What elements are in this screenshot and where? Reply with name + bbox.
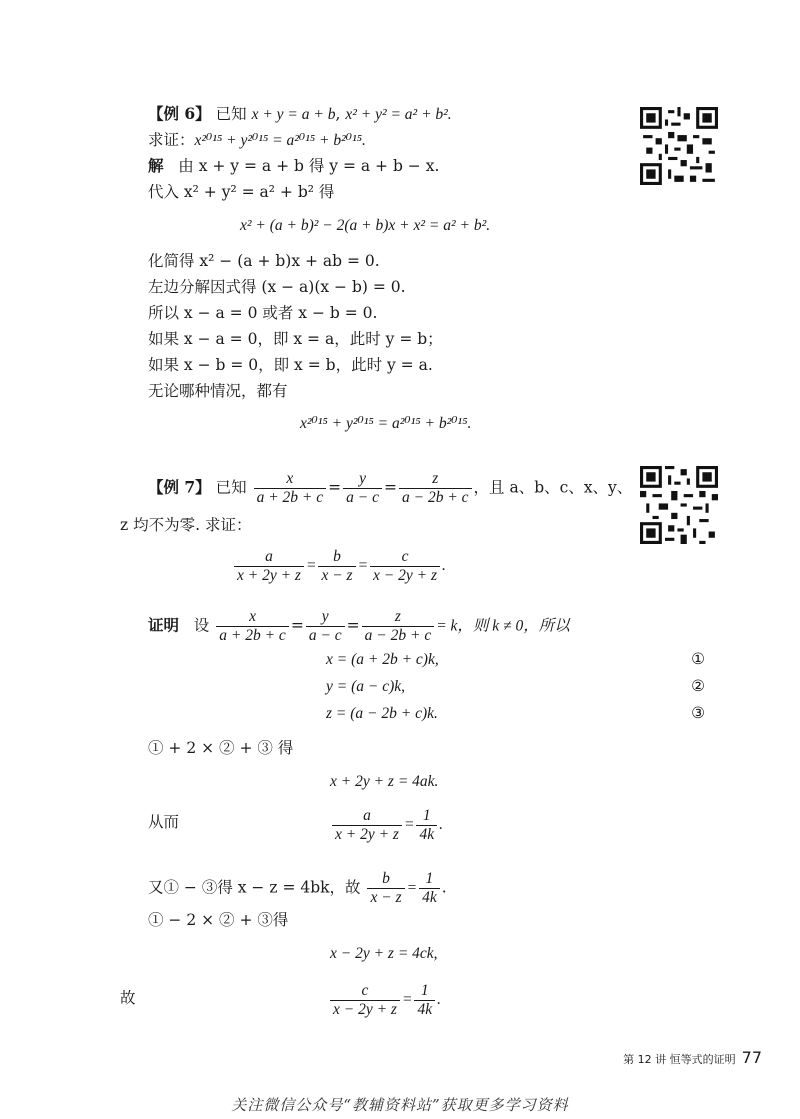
ex7-combination1: ① + 2 × ② + ③ 得 bbox=[148, 739, 294, 757]
ex7-proof-set: 设 bbox=[193, 616, 210, 635]
ex6-solution-line2: 代入 x² + y² = a² + b² 得 bbox=[148, 183, 335, 201]
ex7-hence-label: 故 bbox=[120, 989, 136, 1007]
ex7-result3: x − 2y + z = 4ck, bbox=[330, 945, 438, 962]
ex7-prove-fraction-a: $\frac{a}{x + 2y + z}$ bbox=[234, 548, 304, 585]
lecture-title: 第 12 讲 恒等式的证明 bbox=[623, 1053, 736, 1066]
ex7-eq1: x = (a + 2b + c)k, bbox=[326, 651, 439, 668]
page-footer bbox=[623, 1048, 762, 1067]
ex7-eq2: y = (a − c)k, bbox=[326, 678, 406, 695]
promo-text: 关注微信公众号“教辅资料站”获取更多学习资料 bbox=[231, 1096, 569, 1114]
qr-code-icon bbox=[640, 107, 718, 185]
ex7-fraction-x: $\frac{x}{a + 2b + c}$ bbox=[254, 470, 327, 507]
ex7-combination3: ① − 2 × ② + ③得 bbox=[148, 911, 289, 929]
qr-code-icon bbox=[640, 466, 718, 544]
ex6-line8: 无论哪种情况，都有 bbox=[148, 382, 288, 400]
ex6-prove-label: 求证： bbox=[148, 131, 195, 149]
ex7-label: 【例 7】 bbox=[148, 477, 211, 497]
ex7-comb2-fraction-b: $\frac{b}{x - z}$ bbox=[367, 870, 404, 907]
ex6-given-text: 已知 bbox=[215, 105, 247, 123]
ex7-combination2-line: 又① − ③得 x − z = 4bk，故 $\frac{b}{x - z}$ = $\frac{1}{4k}$ . bbox=[148, 870, 447, 906]
ex7-thus-fraction-a: $\frac{a}{x + 2y + z}$ bbox=[332, 807, 402, 844]
ex6-prove-line bbox=[148, 130, 366, 151]
eq-tag-3: ③ bbox=[691, 704, 705, 722]
ex6-solution-label: 解 bbox=[148, 156, 164, 175]
ex7-thus-fraction-1: $\frac{1}{4k}$ bbox=[416, 807, 437, 844]
ex7-eq3: z = (a − 2b + c)k. bbox=[326, 705, 438, 722]
ex6-line7: 如果 x − b = 0，即 x = b，此时 y = a. bbox=[148, 356, 433, 374]
ex7-hence-fraction-c: $\frac{c}{x - 2y + z}$ bbox=[330, 982, 400, 1019]
ex7-proof-tail: = k，则 k ≠ 0，所以 bbox=[436, 617, 570, 635]
ex7-proof-fraction-y: $\frac{y}{a - c}$ bbox=[306, 608, 345, 645]
eq-tag-1: ① bbox=[691, 650, 705, 668]
ex6-solution-line1 bbox=[148, 156, 439, 176]
ex7-result1: x + 2y + z = 4ak. bbox=[330, 773, 439, 790]
ex7-fraction-y: $\frac{y}{a - c}$ bbox=[343, 470, 382, 507]
ex7-fraction-z: $\frac{z}{a - 2b + c}$ bbox=[399, 470, 472, 507]
eq-tag-2: ② bbox=[691, 677, 705, 695]
ex7-thus-label: 从而 bbox=[148, 813, 180, 831]
ex7-proof-label: 证明 bbox=[148, 615, 180, 635]
ex6-label: 【例 6】 bbox=[148, 104, 211, 123]
ex6-given-eq1: x + y = a + b bbox=[251, 106, 336, 123]
ex7-combination2: 又① − ③得 x − z = 4bk，故 bbox=[148, 878, 361, 897]
ex6-line3: 化简得 x² − (a + b)x + ab = 0. bbox=[148, 252, 380, 270]
ex7-hence-fraction-1: $\frac{1}{4k}$ bbox=[414, 982, 435, 1019]
page-number: 77 bbox=[741, 1048, 762, 1067]
ex6-solution-text1: 由 x + y = a + b 得 y = a + b − x. bbox=[178, 157, 440, 175]
ex7-proof-fraction-x: $\frac{x}{a + 2b + c}$ bbox=[216, 608, 289, 645]
ex6-line5: 所以 x − a = 0 或者 x − b = 0. bbox=[148, 304, 378, 322]
ex6-prove-eq: x²⁰¹⁵ + y²⁰¹⁵ = a²⁰¹⁵ + b²⁰¹⁵. bbox=[194, 132, 366, 149]
ex7-prove-fraction-b: $\frac{b}{x - z}$ bbox=[318, 548, 355, 585]
ex6-display-eq1: x² + (a + b)² − 2(a + b)x + x² = a² + b². bbox=[240, 217, 491, 234]
ex6-line6: 如果 x − a = 0，即 x = a，此时 y = b； bbox=[148, 330, 443, 348]
ex7-proof-fraction-z: $\frac{z}{a - 2b + c}$ bbox=[362, 608, 435, 645]
ex7-proof-line: 证明 设 $\frac{x}{a + 2b + c}$ = $\frac{y}{a - c}$ = $\frac{z}{a - 2b + c}$ = k，则 k ≠ 0，所以 bbox=[148, 608, 570, 644]
ex6-given-eq2: x² + y² = a² + b². bbox=[345, 106, 452, 123]
ex7-to-prove: $\frac{a}{x + 2y + z}$ = $\frac{b}{x - z}$ = $\frac{c}{x - 2y + z}$ . bbox=[232, 548, 446, 585]
ex7-given-text: 已知 bbox=[215, 478, 247, 497]
ex6-line4: 左边分解因式得 (x − a)(x − b) = 0. bbox=[148, 278, 406, 296]
ex6-given-line: 【例 6】 已知 x + y = a + b, x² + y² = a² + b². bbox=[148, 104, 452, 123]
ex7-given-line: 【例 7】 已知 $\frac{x}{a + 2b + c}$ = $\frac{y}{a - c}$ = $\frac{z}{a - 2b + c}$ ，且 a、b、c、x、y、 bbox=[148, 470, 633, 506]
ex6-display-eq2: x²⁰¹⁵ + y²⁰¹⁵ = a²⁰¹⁵ + b²⁰¹⁵. bbox=[300, 415, 472, 432]
ex7-thus-eq: $\frac{a}{x + 2y + z}$ = $\frac{1}{4k}$ . bbox=[330, 807, 443, 844]
ex7-given-line2: z 均不为零. 求证： bbox=[120, 516, 252, 534]
ex7-comb2-fraction-1: $\frac{1}{4k}$ bbox=[419, 870, 440, 907]
ex7-hence-eq: $\frac{c}{x - 2y + z}$ = $\frac{1}{4k}$ . bbox=[328, 982, 441, 1019]
ex7-prove-fraction-c: $\frac{c}{x - 2y + z}$ bbox=[370, 548, 440, 585]
ex7-thus-line bbox=[148, 807, 443, 843]
ex7-given-tail: ，且 a、b、c、x、y、 bbox=[473, 478, 633, 497]
